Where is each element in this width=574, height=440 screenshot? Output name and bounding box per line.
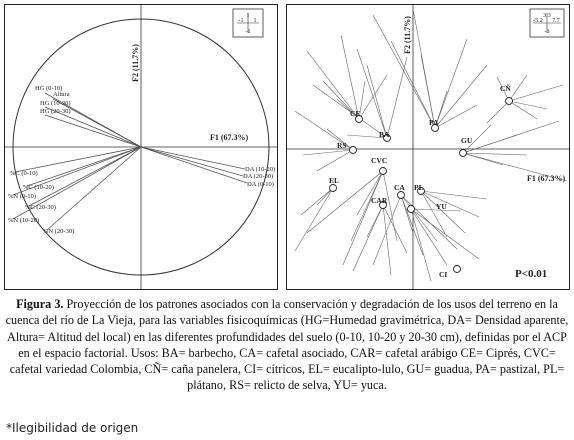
spoke-pl xyxy=(421,191,465,233)
observation-spokes xyxy=(295,9,567,281)
left-variable-labels xyxy=(8,85,275,235)
variable-vector xyxy=(141,147,245,169)
label-n-10-20: %N (10-20) xyxy=(8,217,40,224)
spoke-pa xyxy=(435,65,487,128)
spoke-cn xyxy=(509,75,527,101)
svg-text:-1: -1 xyxy=(245,29,251,35)
label-hg-0-10: HG (0-10) xyxy=(35,85,63,92)
spoke-cvc xyxy=(357,171,383,215)
centroid-yu xyxy=(408,206,415,213)
spoke-ce xyxy=(341,35,359,119)
spoke-gu xyxy=(463,153,527,155)
svg-text:3.3: 3.3 xyxy=(543,13,551,19)
figure-caption xyxy=(4,296,570,394)
correlation-circle-panel xyxy=(4,4,278,290)
figure-label: Figura 3. xyxy=(16,297,64,311)
group-label-ba: BA xyxy=(379,130,390,139)
centroid-gu xyxy=(460,150,467,157)
group-label-pl: PL xyxy=(414,183,424,192)
label-hg-10-20: HG (10-20) xyxy=(40,100,71,107)
group-labels xyxy=(329,84,511,279)
factorial-scatter-panel xyxy=(286,4,570,290)
group-label-pa: PA xyxy=(429,118,439,127)
spoke-ba xyxy=(357,49,387,138)
label-c-0-10: %C (0-10) xyxy=(10,170,38,177)
svg-text:7.7: 7.7 xyxy=(552,18,560,24)
right-axis-y-label: F2 (11.7%) xyxy=(403,16,412,54)
group-label-rs: RS xyxy=(337,141,347,150)
label-n-20-30: %N (20-30) xyxy=(43,228,75,235)
label-n-0-10: %N (0-10) xyxy=(8,193,36,200)
spoke-car xyxy=(367,205,383,237)
group-label-cn: CÑ xyxy=(500,84,511,93)
spoke-pl xyxy=(421,191,479,217)
centroid-ca xyxy=(398,192,405,199)
spoke-car xyxy=(353,205,383,271)
centroid-el xyxy=(330,185,337,192)
spoke-ca xyxy=(401,195,423,255)
label-da-20-30: DA (20-30) xyxy=(243,173,274,180)
svg-text:-1: -1 xyxy=(238,18,244,24)
left-axis-y-label: F2 (11.7%) xyxy=(131,44,140,82)
footnote: *Ilegibilidad de origen xyxy=(6,421,139,435)
right-legend-box xyxy=(530,9,564,37)
centroid-cn xyxy=(506,98,513,105)
group-label-ci: CI xyxy=(439,270,448,279)
correlation-circle-plot xyxy=(5,5,277,289)
variable-vector xyxy=(29,147,141,206)
spoke-ba xyxy=(387,57,407,138)
spoke-ca xyxy=(373,195,401,265)
spoke-pl xyxy=(421,191,487,199)
spoke-pa xyxy=(435,39,467,128)
svg-text:-5.2: -5.2 xyxy=(533,18,543,24)
group-label-el: EL xyxy=(329,176,340,185)
svg-text:1: 1 xyxy=(253,18,257,24)
variable-vector xyxy=(141,147,243,176)
left-legend-box xyxy=(233,9,263,37)
centroid-ci xyxy=(454,266,461,273)
spoke-el xyxy=(301,188,333,215)
variable-vector xyxy=(141,147,247,183)
left-axis-x-label: F1 (67.3%) xyxy=(210,133,249,142)
label-c-20-30: %C (20-30) xyxy=(25,204,56,211)
spoke-yu xyxy=(411,209,479,259)
group-label-cvc: CVC xyxy=(371,156,388,165)
right-axis-x-label: F1 (67.3%) xyxy=(527,174,566,183)
spoke-cvc xyxy=(351,171,383,241)
figure-caption-text: Proyección de los patrones asociados con la conservación y degradación de los usos del terreno en la cuenca del río de La Vieja, para las variables fisicoquímicas (HG=Humedad gravimétrica, DA= Densidad aparente, Altura= Altitud del local) en las diferentes profundidades del suelo (0-10, 10-20 y 20-30 cm), definidas por el ACP en el espacio factorial. Usos: BA= barbecho, CA= cafetal asociado, CAR= cafetal arábigo CE= Ciprés, CVC= cafetal variedad Colombia, CÑ= caña panelera, CI= cítricos, EL= eucalipto-lulo, GU= guadua, PA= pastizal, PL= plátano, RS= relicto de selva, YU= yuca. xyxy=(5,297,569,393)
svg-text:1: 1 xyxy=(246,13,250,19)
spoke-car xyxy=(383,205,391,275)
group-label-yu: YU xyxy=(436,202,447,211)
spoke-ca xyxy=(401,195,437,241)
label-altura: Altura xyxy=(53,91,70,98)
spoke-cn xyxy=(487,101,509,123)
spoke-cn xyxy=(509,85,563,101)
variable-vector xyxy=(47,147,141,230)
group-label-car: CAR xyxy=(371,196,388,205)
label-da-0-10: DA (0-10) xyxy=(247,181,274,188)
label-hg-20-30: HG (20-30) xyxy=(40,108,71,115)
group-label-gu: GU xyxy=(461,136,473,145)
label-da-10-20: DA (10-20) xyxy=(245,166,276,173)
significance-label: P<0.01 xyxy=(515,268,548,280)
factorial-scatter-plot xyxy=(287,5,569,289)
spoke-car xyxy=(383,205,407,253)
svg-text:-3: -3 xyxy=(544,29,550,35)
spoke-el xyxy=(295,188,333,251)
centroid-cvc xyxy=(380,168,387,175)
label-c-10-20: %C (10-20) xyxy=(23,184,54,191)
spoke-yu xyxy=(411,209,431,281)
spoke-gu xyxy=(463,153,503,165)
group-label-ca: CA xyxy=(394,183,405,192)
centroid-rs xyxy=(350,147,357,154)
group-label-ce: CE xyxy=(350,109,361,118)
